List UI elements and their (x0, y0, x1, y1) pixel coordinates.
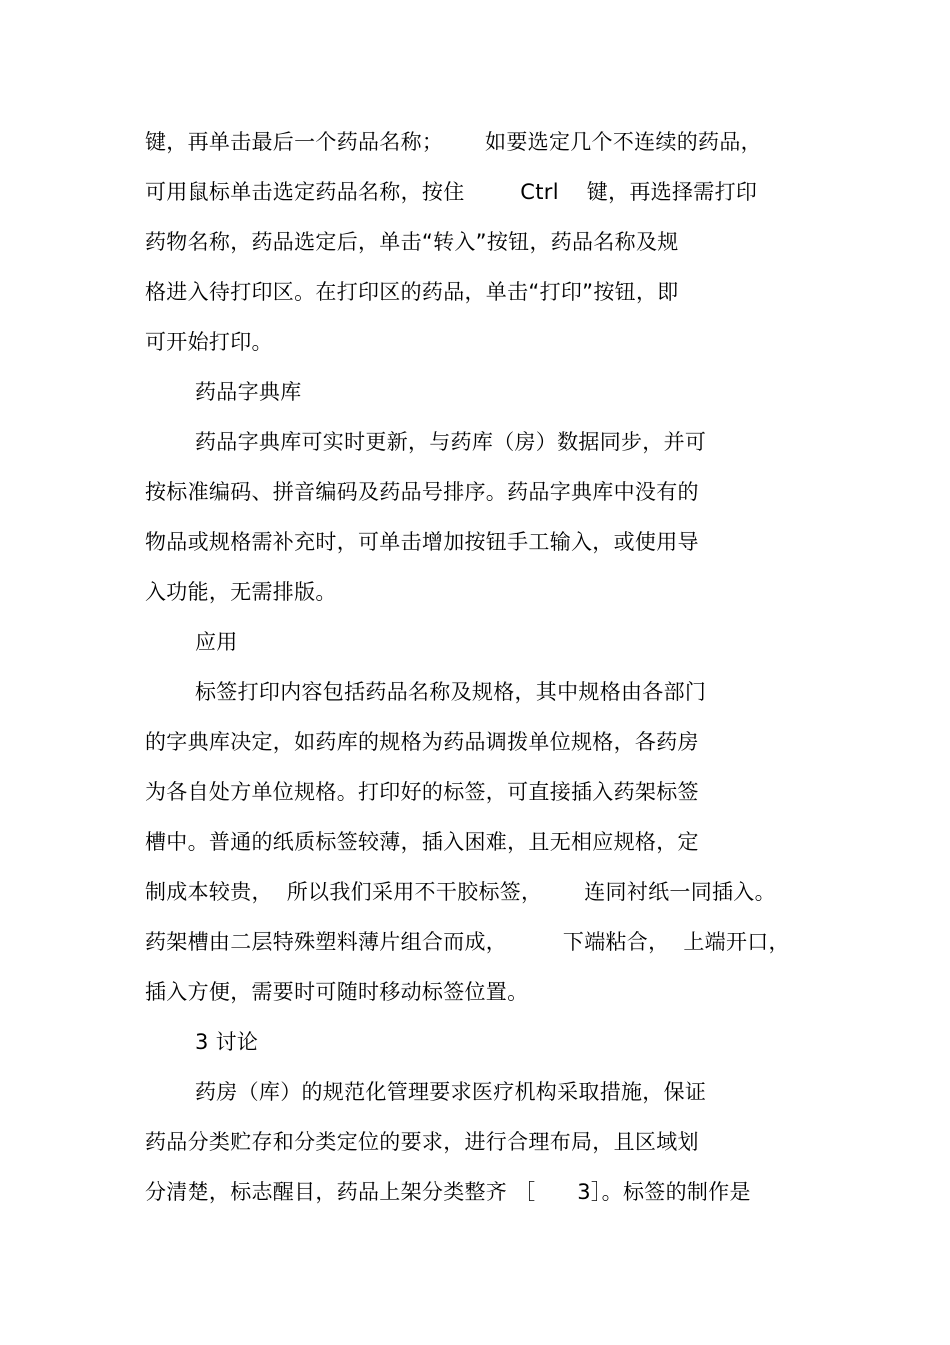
body-text-line: 的字典库决定，如药库的规格为药品调拨单位规格，各药房 (145, 730, 699, 754)
body-text-line: 可用鼠标单击选定药品名称，按住 Ctrl 键，再选择需打印 (145, 180, 758, 204)
section-heading: 药品字典库 (195, 380, 302, 404)
body-text-line: 药品字典库可实时更新，与药库（房）数据同步，并可 (195, 430, 707, 454)
body-text-line: 按标准编码、拼音编码及药品号排序。药品字典库中没有的 (145, 480, 699, 504)
body-text-line: 制成本较贵， 所以我们采用不干胶标签， 连同衬纸一同插入。 (145, 880, 776, 904)
body-text-line: 入功能，无需排版。 (145, 580, 337, 604)
body-text-line: 药架槽由二层特殊塑料薄片组合而成， 下端粘合， 上端开口， (145, 930, 790, 954)
body-text-line: 键，再单击最后一个药品名称； 如要选定几个不连续的药品， (145, 130, 762, 154)
body-text-line: 药房（库）的规范化管理要求医疗机构采取措施，保证 (195, 1080, 707, 1104)
body-text-line: 分清楚，标志醒目，药品上架分类整齐 ［ 3］。标签的制作是 (145, 1180, 751, 1204)
body-text-line: 药物名称，药品选定后，单击“转入”按钮，药品名称及规 (145, 230, 679, 254)
body-text-line: 物品或规格需补充时，可单击增加按钮手工输入，或使用导 (145, 530, 699, 554)
section-heading: 应用 (195, 630, 238, 654)
body-text-line: 插入方便，需要时可随时移动标签位置。 (145, 980, 529, 1004)
body-text-line: 格进入待打印区。在打印区的药品，单击“打印”按钮，即 (145, 280, 679, 304)
body-text-line: 药品分类贮存和分类定位的要求，进行合理布局，且区域划 (145, 1130, 699, 1154)
body-text-line: 可开始打印。 (145, 330, 273, 354)
body-text-line: 标签打印内容包括药品名称及规格，其中规格由各部门 (195, 680, 707, 704)
body-text-line: 为各自处方单位规格。打印好的标签，可直接插入药架标签 (145, 780, 699, 804)
section-heading: 3 讨论 (195, 1030, 259, 1054)
body-text-line: 槽中。普通的纸质标签较薄，插入困难，且无相应规格，定 (145, 830, 699, 854)
